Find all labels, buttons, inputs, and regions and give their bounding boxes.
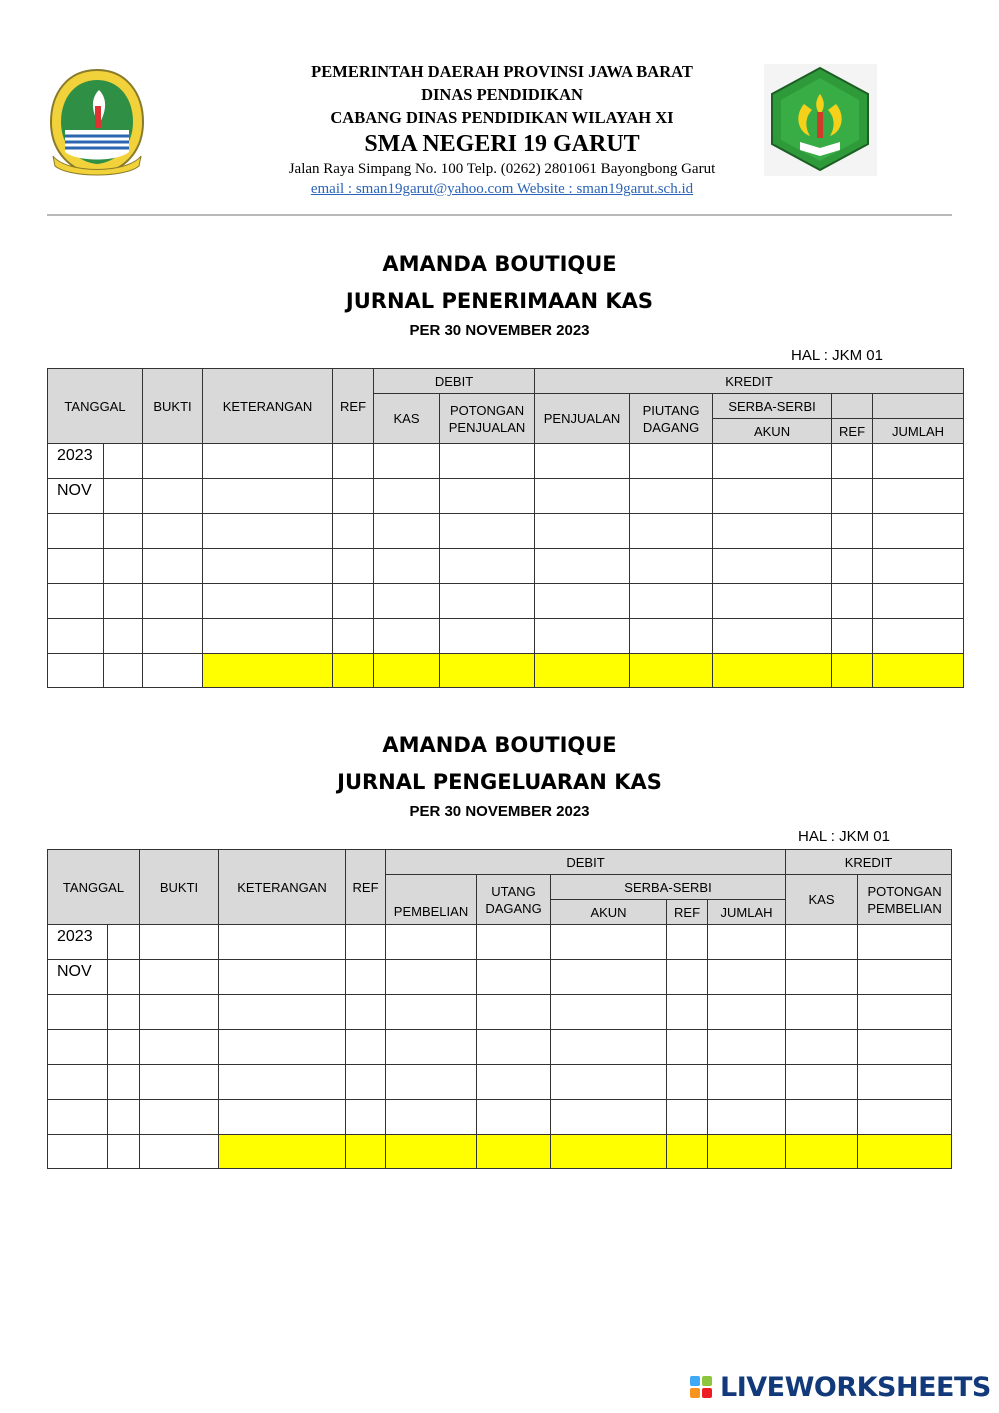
cell[interactable] <box>713 479 832 514</box>
col-header-keterangan: KETERANGAN <box>203 369 333 444</box>
cell[interactable] <box>374 549 440 584</box>
letterhead-divider <box>47 214 952 216</box>
cell[interactable] <box>713 549 832 584</box>
total-cell[interactable] <box>374 654 440 688</box>
branch-line: CABANG DINAS PENDIDIKAN WILAYAH XI <box>330 108 674 127</box>
cell[interactable] <box>551 925 667 960</box>
cell[interactable] <box>477 1030 551 1065</box>
journal2-title: JURNAL PENGELUARAN KAS <box>337 770 662 794</box>
cell[interactable] <box>203 549 333 584</box>
col-header-kredit: KREDIT <box>535 369 964 394</box>
department-line: DINAS PENDIDIKAN <box>421 85 583 104</box>
cell[interactable] <box>786 1030 858 1065</box>
table-row <box>48 549 964 584</box>
cell[interactable] <box>48 584 104 619</box>
cell[interactable] <box>535 444 630 479</box>
cell[interactable] <box>667 925 708 960</box>
table-row <box>48 584 964 619</box>
cell[interactable] <box>708 1030 786 1065</box>
cell[interactable] <box>667 1065 708 1100</box>
cell[interactable] <box>143 654 203 688</box>
total-cell[interactable] <box>535 654 630 688</box>
cell[interactable] <box>219 1065 346 1100</box>
liveworksheets-watermark <box>690 1372 990 1404</box>
total-cell[interactable] <box>630 654 713 688</box>
cell[interactable] <box>374 514 440 549</box>
government-line: PEMERINTAH DAERAH PROVINSI JAWA BARAT <box>311 62 693 81</box>
cell[interactable] <box>386 1065 477 1100</box>
cell[interactable] <box>477 925 551 960</box>
letterhead-text <box>197 60 807 199</box>
cell-month[interactable]: NOV <box>48 479 104 514</box>
cell[interactable] <box>667 995 708 1030</box>
total-cell[interactable] <box>333 654 374 688</box>
cell[interactable] <box>440 584 535 619</box>
cell[interactable] <box>440 479 535 514</box>
cell[interactable] <box>108 1100 140 1135</box>
cell[interactable] <box>48 514 104 549</box>
cell[interactable] <box>140 1100 219 1135</box>
col-header-ref2: REF <box>667 900 708 925</box>
cell[interactable] <box>108 995 140 1030</box>
cell[interactable] <box>535 584 630 619</box>
table-row <box>48 1030 952 1065</box>
cell[interactable] <box>104 514 143 549</box>
cell[interactable] <box>374 444 440 479</box>
cell[interactable] <box>333 549 374 584</box>
cell[interactable] <box>203 479 333 514</box>
cell[interactable] <box>48 1135 108 1169</box>
table-row <box>48 479 964 514</box>
cell[interactable] <box>477 1100 551 1135</box>
cell[interactable] <box>386 960 477 995</box>
cell[interactable] <box>333 444 374 479</box>
cell[interactable] <box>832 514 873 549</box>
cell-year[interactable]: 2023 <box>48 444 104 479</box>
total-cell[interactable] <box>440 654 535 688</box>
cell[interactable] <box>219 960 346 995</box>
col-header-potongan-penjualan: POTONGAN PENJUALAN <box>440 394 535 444</box>
total-cell[interactable] <box>219 1135 346 1169</box>
total-cell[interactable] <box>667 1135 708 1169</box>
col-header-piutang-dagang: PIUTANG DAGANG <box>630 394 713 444</box>
table-row <box>48 1065 952 1100</box>
col-header-debit: DEBIT <box>386 850 786 875</box>
cell[interactable] <box>858 1100 952 1135</box>
cell[interactable] <box>346 1030 386 1065</box>
col-header-debit: DEBIT <box>374 369 535 394</box>
col-header-ref: REF <box>333 369 374 444</box>
cell[interactable] <box>708 925 786 960</box>
cell[interactable] <box>48 619 104 654</box>
cell[interactable] <box>708 995 786 1030</box>
liveworksheets-logo-icon <box>690 1376 714 1400</box>
cell[interactable] <box>333 619 374 654</box>
school-contact-link[interactable]: email : sman19garut@yahoo.com Website : sman19garut.sch.id <box>310 181 694 197</box>
cell[interactable] <box>630 514 713 549</box>
cell[interactable] <box>203 444 333 479</box>
cell[interactable] <box>873 514 964 549</box>
col-header-jumlah: JUMLAH <box>873 419 964 444</box>
cell[interactable] <box>858 1065 952 1100</box>
cell[interactable] <box>48 549 104 584</box>
col-header-ref: REF <box>346 850 386 925</box>
cell[interactable] <box>440 549 535 584</box>
col-header-serba-serbi: SERBA-SERBI <box>713 394 832 419</box>
cell[interactable] <box>786 1100 858 1135</box>
col-header-blank <box>832 394 873 419</box>
cell[interactable] <box>551 960 667 995</box>
total-row <box>48 654 964 688</box>
col-header-tanggal: TANGGAL <box>48 850 140 925</box>
cell[interactable] <box>140 960 219 995</box>
cell[interactable] <box>48 654 104 688</box>
cell[interactable] <box>832 584 873 619</box>
total-cell[interactable] <box>873 654 964 688</box>
cell[interactable] <box>48 1065 108 1100</box>
cell[interactable] <box>386 925 477 960</box>
cell[interactable] <box>630 584 713 619</box>
cell[interactable] <box>203 514 333 549</box>
col-header-jumlah: JUMLAH <box>708 900 786 925</box>
cell[interactable] <box>708 1100 786 1135</box>
cell[interactable] <box>477 960 551 995</box>
cell[interactable] <box>48 995 108 1030</box>
cell[interactable] <box>143 444 203 479</box>
cell[interactable] <box>667 1030 708 1065</box>
journal2-period: PER 30 NOVEMBER 2023 <box>409 803 590 820</box>
table-row <box>48 1100 952 1135</box>
cell[interactable] <box>535 549 630 584</box>
cell[interactable] <box>713 584 832 619</box>
col-header-ref2: REF <box>832 419 873 444</box>
cell[interactable] <box>786 925 858 960</box>
cell[interactable] <box>713 444 832 479</box>
cell[interactable] <box>535 514 630 549</box>
cell[interactable] <box>630 444 713 479</box>
cell[interactable] <box>630 549 713 584</box>
cell[interactable] <box>140 1030 219 1065</box>
cell[interactable] <box>143 479 203 514</box>
col-header-kas: KAS <box>786 875 858 925</box>
journal2-company: AMANDA BOUTIQUE <box>382 733 617 757</box>
cell[interactable] <box>346 1100 386 1135</box>
cell[interactable] <box>858 1030 952 1065</box>
journal2-page-number: HAL : JKM 01 <box>798 828 890 845</box>
cell[interactable] <box>713 619 832 654</box>
table-row <box>48 514 964 549</box>
cell[interactable] <box>630 479 713 514</box>
cell[interactable] <box>104 654 143 688</box>
col-header-serba-serbi: SERBA-SERBI <box>551 875 786 900</box>
cell[interactable] <box>140 995 219 1030</box>
cell[interactable] <box>108 1065 140 1100</box>
total-row <box>48 1135 952 1169</box>
cell[interactable] <box>551 1065 667 1100</box>
cell[interactable] <box>477 995 551 1030</box>
cell[interactable] <box>143 584 203 619</box>
col-header-keterangan: KETERANGAN <box>219 850 346 925</box>
cell[interactable] <box>786 960 858 995</box>
cell[interactable] <box>108 1030 140 1065</box>
cell[interactable] <box>333 584 374 619</box>
cell[interactable] <box>551 1030 667 1065</box>
total-cell[interactable] <box>551 1135 667 1169</box>
liveworksheets-wordmark: LIVEWORKSHEETS <box>720 1372 991 1403</box>
total-cell[interactable] <box>708 1135 786 1169</box>
cell[interactable] <box>374 479 440 514</box>
school-logo <box>764 64 877 176</box>
cell[interactable] <box>203 619 333 654</box>
cell[interactable] <box>858 925 952 960</box>
west-java-emblem-logo <box>47 66 147 178</box>
cell[interactable] <box>333 514 374 549</box>
col-header-pembelian: PEMBELIAN <box>386 875 477 925</box>
col-header-kredit: KREDIT <box>786 850 952 875</box>
cell[interactable] <box>832 619 873 654</box>
cell-year[interactable]: 2023 <box>48 925 108 960</box>
cell[interactable] <box>48 1030 108 1065</box>
total-cell[interactable] <box>832 654 873 688</box>
cell[interactable] <box>873 479 964 514</box>
cell[interactable] <box>374 584 440 619</box>
cell[interactable] <box>832 479 873 514</box>
cell[interactable] <box>104 479 143 514</box>
cell[interactable] <box>535 619 630 654</box>
cell[interactable] <box>832 444 873 479</box>
table-row <box>48 925 952 960</box>
cell[interactable] <box>832 549 873 584</box>
journal1-page-number: HAL : JKM 01 <box>791 347 883 364</box>
table-row <box>48 444 964 479</box>
total-cell[interactable] <box>386 1135 477 1169</box>
cell[interactable] <box>143 514 203 549</box>
col-header-tanggal: TANGGAL <box>48 369 143 444</box>
cell[interactable] <box>346 925 386 960</box>
cell[interactable] <box>219 925 346 960</box>
journal1-title: JURNAL PENERIMAAN KAS <box>345 289 654 313</box>
cell[interactable] <box>104 584 143 619</box>
cell[interactable] <box>333 479 374 514</box>
cell[interactable] <box>143 619 203 654</box>
cell[interactable] <box>143 549 203 584</box>
cell[interactable] <box>786 995 858 1030</box>
cell[interactable] <box>386 995 477 1030</box>
cell[interactable] <box>104 444 143 479</box>
total-cell[interactable] <box>713 654 832 688</box>
table-row <box>48 619 964 654</box>
school-name: SMA NEGERI 19 GARUT <box>364 131 640 157</box>
journal1-table <box>47 368 964 688</box>
col-header-akun: AKUN <box>713 419 832 444</box>
cell[interactable] <box>858 995 952 1030</box>
cell[interactable] <box>708 960 786 995</box>
total-cell[interactable] <box>786 1135 858 1169</box>
cell[interactable] <box>667 1100 708 1135</box>
table-row <box>48 995 952 1030</box>
cell[interactable] <box>108 960 140 995</box>
school-address: Jalan Raya Simpang No. 100 Telp. (0262) 2801061 Bayongbong Garut <box>288 161 716 177</box>
cell-month[interactable]: NOV <box>48 960 108 995</box>
cell[interactable] <box>386 1030 477 1065</box>
cell[interactable] <box>140 1135 219 1169</box>
cell[interactable] <box>858 960 952 995</box>
cell[interactable] <box>203 584 333 619</box>
cell[interactable] <box>535 479 630 514</box>
col-header-bukti: BUKTI <box>143 369 203 444</box>
col-header-kas: KAS <box>374 394 440 444</box>
cell[interactable] <box>104 619 143 654</box>
cell[interactable] <box>551 1100 667 1135</box>
total-cell[interactable] <box>858 1135 952 1169</box>
cell[interactable] <box>108 1135 140 1169</box>
cell[interactable] <box>440 619 535 654</box>
cell[interactable] <box>346 1065 386 1100</box>
col-header-akun: AKUN <box>551 900 667 925</box>
col-header-penjualan: PENJUALAN <box>535 394 630 444</box>
col-header-utang-dagang: UTANG DAGANG <box>477 875 551 925</box>
table-row <box>48 960 952 995</box>
cell[interactable] <box>374 619 440 654</box>
cell[interactable] <box>873 584 964 619</box>
cell[interactable] <box>108 925 140 960</box>
cell[interactable] <box>346 960 386 995</box>
cell[interactable] <box>440 514 535 549</box>
cell[interactable] <box>104 549 143 584</box>
cell[interactable] <box>140 1065 219 1100</box>
cell[interactable] <box>873 549 964 584</box>
cell[interactable] <box>708 1065 786 1100</box>
cell[interactable] <box>630 619 713 654</box>
total-cell[interactable] <box>203 654 333 688</box>
cell[interactable] <box>140 925 219 960</box>
cell[interactable] <box>713 514 832 549</box>
cell[interactable] <box>440 444 535 479</box>
cell[interactable] <box>477 1065 551 1100</box>
journal1-company: AMANDA BOUTIQUE <box>382 252 617 276</box>
col-header-bukti: BUKTI <box>140 850 219 925</box>
cell[interactable] <box>667 960 708 995</box>
cell[interactable] <box>786 1065 858 1100</box>
total-cell[interactable] <box>346 1135 386 1169</box>
cell[interactable] <box>386 1100 477 1135</box>
col-header-potongan-pembelian: POTONGAN PEMBELIAN <box>858 875 952 925</box>
cell[interactable] <box>219 1100 346 1135</box>
cell[interactable] <box>551 995 667 1030</box>
letterhead <box>47 58 952 208</box>
cell[interactable] <box>873 444 964 479</box>
cell[interactable] <box>873 619 964 654</box>
cell[interactable] <box>48 1100 108 1135</box>
journal2-table <box>47 849 952 1169</box>
cell[interactable] <box>346 995 386 1030</box>
journal1-period: PER 30 NOVEMBER 2023 <box>409 322 590 339</box>
cell[interactable] <box>219 1030 346 1065</box>
col-header-blank <box>873 394 964 419</box>
total-cell[interactable] <box>477 1135 551 1169</box>
cell[interactable] <box>219 995 346 1030</box>
